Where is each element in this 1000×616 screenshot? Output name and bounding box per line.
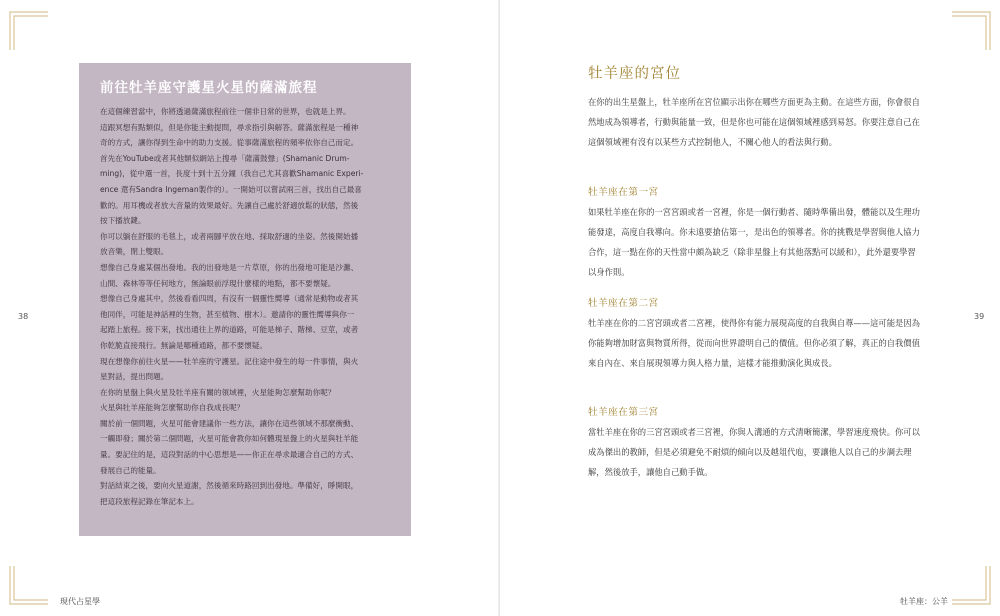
- panel-line: 星對話，提出問題。: [100, 372, 169, 382]
- panel-line: 想像自己身處某個出發地。我的出發地是一片草原，你的出發地可能是沙灘、: [100, 262, 359, 272]
- frame-ornament-bottom-right: [952, 566, 992, 606]
- house-3-heading: 牡羊座在第三宮: [588, 407, 659, 418]
- panel-line: 奇的方式，讓你得到生命中的助力支援。從事薩滿旅程的頻率依你自己而定。: [100, 138, 359, 148]
- panel-line: 在你的星盤上與火星及牡羊座有關的領域裡，火星能夠怎麼幫助你呢？: [100, 387, 336, 397]
- panel-line: 首先在YouTube或者其他類似網站上搜尋「薩滿鼓聲」(Shamanic Drum-: [100, 153, 350, 163]
- panel-line: 量。要記住的是，這段對話的中心思想是——你正在尋求最適合自己的方式、: [100, 450, 359, 460]
- panel-line: 發展自己的能量。: [100, 465, 161, 475]
- panel-line: 山間、森林等等任何地方，無論眼前浮現什麼樣的地點，都不要懷疑。: [100, 278, 336, 288]
- footer-right: 牡羊座：公羊: [900, 597, 948, 606]
- panel-line: 關於前一個問題，火星可能會建議你一些方法，讓你在這些領域不那麼衝動、: [100, 418, 359, 428]
- shamanic-journey-panel: [79, 63, 411, 536]
- panel-line: 起踏上旅程。接下來，找出通往上界的道路，可能是梯子、階梯、豆莖，或者: [100, 325, 359, 335]
- panel-line: ming)，從中選一首，長度十到十五分鐘（我自己尤其喜歡Shamanic Experi-: [100, 169, 364, 179]
- panel-title: 前往牡羊座守護星火星的薩滿旅程: [100, 80, 318, 96]
- panel-line: 對話結束之後，要向火星道謝，然後循來時路回到出發地。準備好，睜開眼，: [100, 481, 359, 491]
- section-title: 牡羊座的宮位: [588, 66, 681, 82]
- panel-line: 這跟冥想有點類似，但是你能主動提問，尋求指引與解答。薩滿旅程是一種神: [100, 122, 359, 132]
- house-2-text: 牡羊座在你的二宮宮頭或者二宮裡，使得你有能力展現高度的自我與自尊——這可能是因為你能夠增加財富與物質所得，從而向世界證明自己的價值。但你必須了解，真正的自我價值來自內在、來自展現領導力與人格力量，這樣才能推動演化與成長。: [588, 318, 920, 368]
- frame-ornament-bottom-left: [8, 566, 48, 606]
- panel-line: 想像自己身處其中，然後看看四周，有沒有一個靈性嚮導（通常是動物或者其: [100, 294, 359, 304]
- page-number-left: 38: [18, 312, 29, 321]
- panel-line: 火星與牡羊座能夠怎麼幫助你自我成長呢？: [100, 403, 245, 413]
- house-1-text: 如果牡羊座在你的一宮宮頭或者一宮裡，你是一個行動者、隨時準備出發，體能以及生理功能發達，高度自我導向。你未遠要搶佔第一，是出色的領導者。你的挑戰是學習與他人協力合作，這一點在你的天性當中頗為缺乏（除非星盤上有其他落點可以緩和），此外還要學習以身作則。: [588, 207, 920, 277]
- panel-line: 一觸即發；關於第二個問題，火星可能會教你如何體現星盤上的火星與牡羊能: [100, 434, 359, 444]
- house-2-block: [588, 295, 924, 373]
- house-1-heading: 牡羊座在第一宮: [588, 187, 659, 198]
- panel-body: [100, 104, 396, 509]
- house-1-block: [588, 184, 924, 282]
- intro-paragraph: 在你的出生星盤上，牡羊座所在宮位顯示出你在哪些方面更為主動。在這些方面，你會很自然地成為領導者，行動與能量一致，但是你也可能在這個領域裡感到易怒。你要注意自己在這個領域裡有沒有以某些方式控制他人，不關心他人的看法與行動。: [588, 97, 920, 147]
- panel-line: 把這段旅程記錄在筆記本上。: [100, 496, 199, 506]
- house-2-heading: 牡羊座在第二宮: [588, 298, 659, 309]
- house-3-text: 當牡羊座在你的三宮宮頭或者三宮裡，你與人溝通的方式清晰簡潔，學習速度飛快。你可以成為傑出的教師，但是必須避免不耐煩的傾向以及越俎代庖，要讓他人以自己的步調去理解，然後放手，讓他自己動手做。: [588, 427, 920, 477]
- panel-line: 按下播放鍵。: [100, 216, 146, 226]
- panel-line: 放音樂，閉上雙眼。: [100, 247, 169, 257]
- frame-ornament-top-left: [8, 10, 48, 50]
- panel-line: 在這個練習當中，你將透過薩滿旅程前往一個非日常的世界，也就是上界。: [100, 107, 351, 116]
- panel-line: ence 還有Sandra Ingeman製作的）。一開始可以嘗試兩三首，找出自己最喜: [100, 184, 362, 194]
- right-page: [500, 0, 1000, 616]
- intro-block: [588, 92, 924, 152]
- house-3-block: [588, 404, 924, 482]
- panel-line: 你可以躺在舒服的毛毯上，或者兩腳平放在地、採取舒適的坐姿。然後開始播: [100, 231, 359, 241]
- footer-left: 現代占星學: [60, 597, 100, 606]
- frame-ornament-top-right: [952, 10, 992, 50]
- panel-line: 他同伴，可能是神話裡的生物，甚至植物、樹木）。邀請你的靈性嚮導與你一: [100, 309, 355, 319]
- page-number-right: 39: [974, 312, 985, 321]
- panel-line: 歡的。用耳機或者放大音量的效果最好。先讓自己處於舒適放鬆的狀態，然後: [100, 200, 359, 210]
- panel-line: 現在想像你前往火星——牡羊座的守護星。記住途中發生的每一件事情，與火: [100, 356, 359, 366]
- panel-line: 你乾脆直接飛行。無論是哪種通路，都不要懷疑。: [100, 340, 268, 350]
